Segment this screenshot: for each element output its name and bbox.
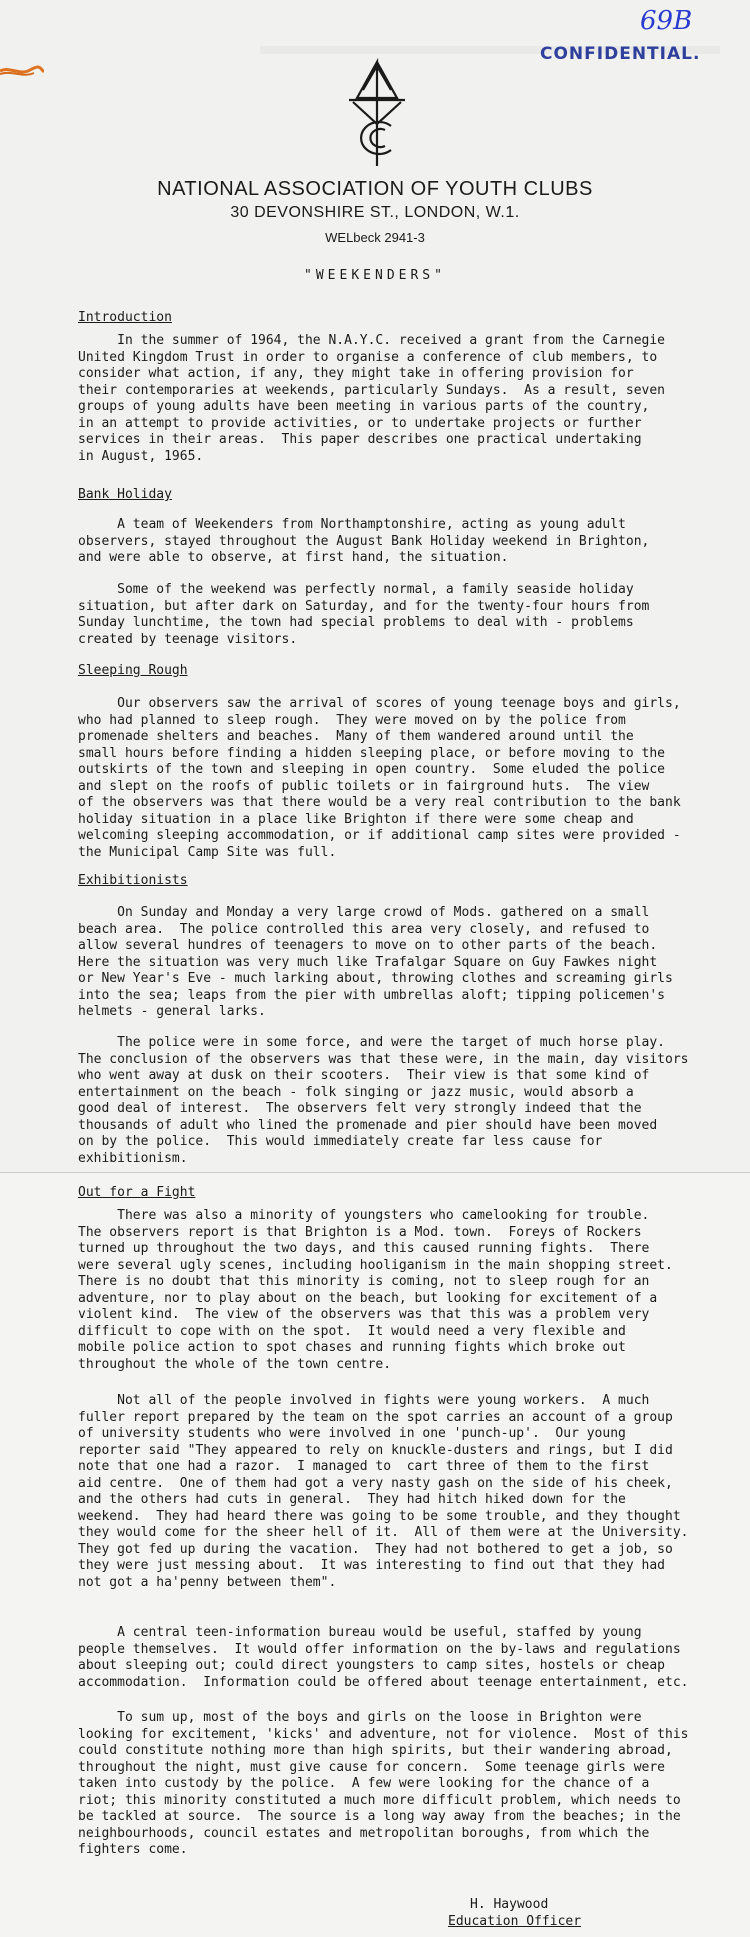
org-phone: WELbeck 2941-3 [325,230,425,245]
handwritten-reference: 69B [640,6,693,36]
paragraph: Some of the weekend was perfectly normal, a family seaside holiday situation, but after dark on Saturday, and for the twenty-four hours from Sunday lunchtime, the town had special problems to deal with - problems created by teenage visitors. [78,582,650,647]
org-name: NATIONAL ASSOCIATION OF YOUTH CLUBS [157,178,593,200]
section-heading-sleeping-rough: Sleeping Rough [78,663,188,678]
document-title: "WEEKENDERS" [304,268,446,283]
org-address: 30 DEVONSHIRE ST., LONDON, W.1. [230,204,520,221]
paragraph: On Sunday and Monday a very large crowd of Mods. gathered on a small beach area. The police controlled this area very closely, and refused to allow several hundres of teenagers to move on to other parts of the beach. Here the situation was very much like Trafalgar Square on Guy Fawkes night or New Year's Eve - much larking about, throwing clothes and screaming girls into the sea; leaps from the pier with umbrellas aloft; tipping policemen's helmets - general larks. [78,905,673,1019]
section-heading-out-for-a-fight: Out for a Fight [78,1185,196,1200]
section-heading-introduction: Introduction [78,310,172,325]
paragraph: In the summer of 1964, the N.A.Y.C. received a grant from the Carnegie United Kingdom Trust in order to organise a conference of club members, to consider what action, if any, they might take in offering provision for their contemporaries at weekends, particularly Sundays. As a result, seven groups of young adults have been meeting in various parts of the country, in an attempt to provide activities, or to undertake projects or further services in their areas. This paper describes one practical undertaking in August, 1965. [78,333,666,464]
nayc-logo-icon [343,58,411,166]
orange-string-icon [0,62,44,80]
paragraph: To sum up, most of the boys and girls on the loose in Brighton were looking for excitement, 'kicks' and adventure, not for violence. Most of this could constitute nothing more than high spirits, but their wandering abroad, throughout the night, must give cause for concern. Some teenage girls were taken into custody by the police. A few were looking for the chance of a riot; this minority constituted a much more difficult problem, which needs to be tackled at source. The source is a long way away from the beaches; in the neighbourhoods, council estates and metropolitan boroughs, from which the fighters come. [78,1710,689,1857]
paragraph: The police were in some force, and were the target of much horse play. The conclusion of the observers was that these were, in the main, day visitors who went away at dusk on their scooters. Their view is that some kind of entertainment on the beach - folk singing or jazz music, would absorb a good deal of interest. The observers felt very strongly indeed that the thousands of adult who lined the promenade and pier should have been moved on by the police. This would immediately create far less cause for exhibitionism. [78,1035,689,1166]
paragraph: Not all of the people involved in fights were young workers. A much fuller report prepared by the team on the spot carries an account of a group of university students who were involved in one 'punch-up'. Our young reporter said "They appeared to rely on knuckle-dusters and rings, but I did note that one had a razor. I managed to cart three of them to the first aid centre. One of them had got a very nasty gash on the side of his cheek, and the others had cuts in general. They had hitch hiked down for the weekend. They had heard there was going to be some trouble, and they thought they would come for the sheer hell of it. All of them were at the University. They got fed up during the vacation. They had not bothered to get a job, so they were just messing about. It was interesting to find out that they had not got a ha'penny between them". [78,1393,689,1590]
section-heading-exhibitionists: Exhibitionists [78,873,188,888]
section-heading-bank-holiday: Bank Holiday [78,487,172,502]
signatory-title: Education Officer [448,1914,582,1929]
paragraph: A central teen-information bureau would be useful, staffed by young people themselves. It would offer information on the by-laws and regulations about sleeping out; could direct youngsters to camp sites, hostels or cheap accommodation. Information could be offered about teenage entertainment, etc. [78,1625,689,1690]
paragraph: There was also a minority of youngsters who camelooking for trouble. The observers report is that Brighton is a Mod. town. Foreys of Rockers turned up throughout the two days, and this caused running fights. There were several ugly scenes, including hooliganism in the main shopping street. There is no doubt that this minority is coming, not to sleep rough for an adventure, nor to play about on the beach, but looking for excitement of a violent kind. The view of the observers was that this was a problem very difficult to cope with on the spot. It would need a very flexible and mobile police action to spot chases and running fights which broke out throughout the whole of the town centre. [78,1208,673,1372]
paragraph: A team of Weekenders from Northamptonshire, acting as young adult observers, stayed throughout the August Bank Holiday weekend in Brighton, and were able to observe, at first hand, the situation. [78,517,650,565]
paragraph: Our observers saw the arrival of scores of young teenage boys and girls, who had planned to sleep rough. They were moved on by the police from promenade shelters and beaches. Many of them wandered around until the small hours before finding a hidden sleeping place, or before moving to the outskirts of the town and sleeping in open country. Some eluded the police and slept on the roofs of public toilets or in fairground huts. The view of the observers was that there would be a very real contribution to the bank holiday situation in a place like Brighton if there were some cheap and welcoming sleeping accommodation, or if additional camp sites were provided - the Municipal Camp Site was full. [78,696,681,860]
confidential-stamp: CONFIDENTIAL. [540,44,701,64]
signatory-name: H. Haywood [470,1897,549,1912]
